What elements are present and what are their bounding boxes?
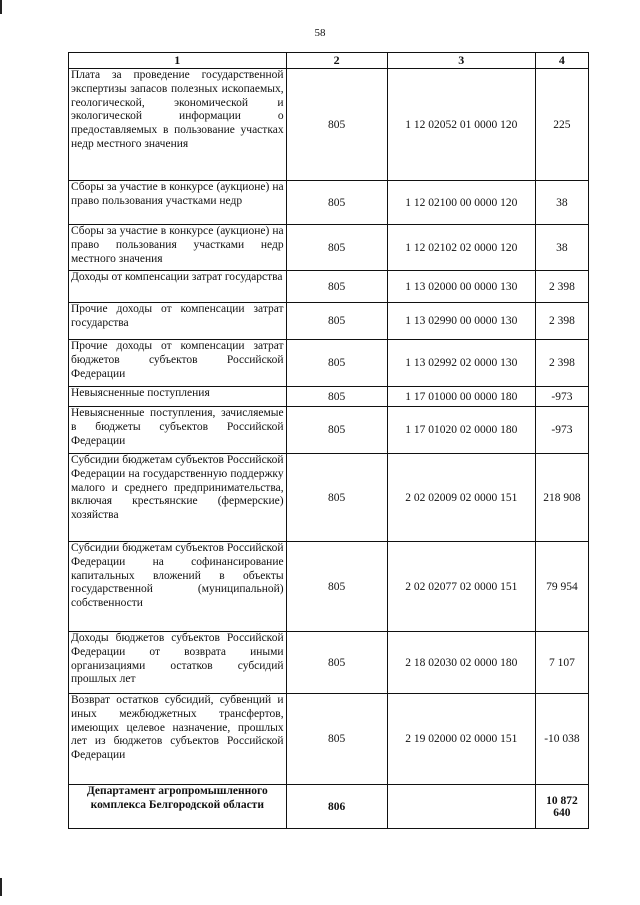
admin-code: 806 [286, 785, 387, 829]
column-header-2: 2 [286, 53, 387, 69]
budget-classification-code: 1 12 02052 01 0000 120 [387, 69, 535, 181]
admin-code: 805 [286, 454, 387, 542]
admin-code: 805 [286, 69, 387, 181]
amount: 79 954 [535, 542, 588, 632]
admin-code: 805 [286, 407, 387, 454]
amount: -10 038 [535, 694, 588, 785]
table-row [69, 694, 589, 785]
admin-code: 805 [286, 181, 387, 225]
revenue-description: Сборы за участие в конкурсе (аукционе) на право пользования участками недр [69, 181, 287, 225]
amount: 225 [535, 69, 588, 181]
admin-code: 805 [286, 387, 387, 407]
revenue-description: Доходы от компенсации затрат государства [69, 271, 287, 303]
budget-classification-code [387, 785, 535, 829]
column-header-4: 4 [535, 53, 588, 69]
revenue-description: Сборы за участие в конкурсе (аукционе) на право пользования участками недр местного значения [69, 225, 287, 271]
table-row [69, 407, 589, 454]
revenue-table [68, 52, 589, 829]
revenue-description: Невыясненные поступления, зачисляемые в бюджеты субъектов Российской Федерации [69, 407, 287, 454]
amount: 38 [535, 225, 588, 271]
admin-code: 805 [286, 694, 387, 785]
admin-code: 805 [286, 542, 387, 632]
table-row [69, 632, 589, 694]
budget-classification-code: 1 12 02102 02 0000 120 [387, 225, 535, 271]
table-row [69, 303, 589, 340]
budget-classification-code: 2 18 02030 02 0000 180 [387, 632, 535, 694]
budget-classification-code: 1 17 01000 00 0000 180 [387, 387, 535, 407]
revenue-description: Прочие доходы от компенсации затрат бюджетов субъектов Российской Федерации [69, 340, 287, 387]
amount: 218 908 [535, 454, 588, 542]
budget-classification-code: 2 02 02009 02 0000 151 [387, 454, 535, 542]
revenue-description: Возврат остатков субсидий, субвенций и иных межбюджетных трансфертов, имеющих целевое назначение, прошлых лет из бюджетов субъектов Российской Федерации [69, 694, 287, 785]
admin-code: 805 [286, 303, 387, 340]
table-row [69, 542, 589, 632]
amount: 2 398 [535, 303, 588, 340]
department-name: Департамент агропромышленного комплекса Белгородской области [69, 785, 287, 829]
revenue-description: Невыясненные поступления [69, 387, 287, 407]
budget-classification-code: 1 17 01020 02 0000 180 [387, 407, 535, 454]
amount: 7 107 [535, 632, 588, 694]
admin-code: 805 [286, 271, 387, 303]
table-row [69, 69, 589, 181]
table-row [69, 271, 589, 303]
budget-classification-code: 1 13 02992 02 0000 130 [387, 340, 535, 387]
budget-classification-code: 1 13 02000 00 0000 130 [387, 271, 535, 303]
amount: 10 872 640 [535, 785, 588, 829]
column-header-3: 3 [387, 53, 535, 69]
budget-classification-code: 2 19 02000 02 0000 151 [387, 694, 535, 785]
scan-edge-mark-top [0, 0, 2, 14]
scan-edge-mark-bottom [0, 878, 2, 896]
header-row [69, 53, 589, 69]
table-row [69, 181, 589, 225]
amount: 2 398 [535, 271, 588, 303]
admin-code: 805 [286, 632, 387, 694]
revenue-description: Плата за проведение государственной экспертизы запасов полезных ископаемых, геологической, экономической и экологической информации о предоставляемых в пользование участках недр местного значения [69, 69, 287, 181]
admin-code: 805 [286, 225, 387, 271]
table-row [69, 340, 589, 387]
table-row [69, 387, 589, 407]
revenue-description: Доходы бюджетов субъектов Российской Федерации от возврата иными организациями остатков субсидий прошлых лет [69, 632, 287, 694]
page-number: 58 [314, 27, 326, 39]
revenue-description: Субсидии бюджетам субъектов Российской Федерации на софинансирование капитальных вложений в объекты государственной (муниципальной) собственности [69, 542, 287, 632]
table-row [69, 225, 589, 271]
budget-classification-code: 1 12 02100 00 0000 120 [387, 181, 535, 225]
amount: 2 398 [535, 340, 588, 387]
revenue-description: Прочие доходы от компенсации затрат государства [69, 303, 287, 340]
amount: -973 [535, 407, 588, 454]
column-header-1: 1 [69, 53, 287, 69]
admin-code: 805 [286, 340, 387, 387]
department-total-row [69, 785, 589, 829]
revenue-description: Субсидии бюджетам субъектов Российской Федерации на государственную поддержку малого и среднего предпринимательства, включая крестьянские (фермерские) хозяйства [69, 454, 287, 542]
budget-classification-code: 2 02 02077 02 0000 151 [387, 542, 535, 632]
budget-classification-code: 1 13 02990 00 0000 130 [387, 303, 535, 340]
amount: -973 [535, 387, 588, 407]
amount: 38 [535, 181, 588, 225]
table-row [69, 454, 589, 542]
